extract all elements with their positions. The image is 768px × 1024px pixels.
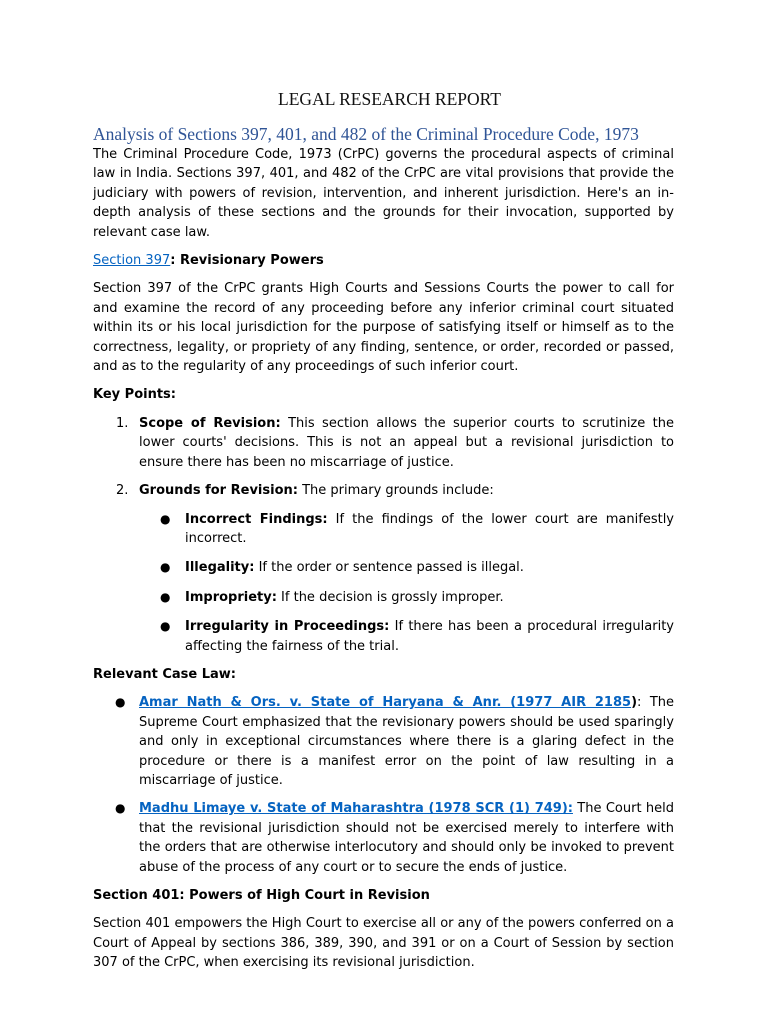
bullet-icon: ●: [160, 560, 171, 575]
bullet-icon: ●: [115, 801, 126, 816]
case-link-madhu-limaye[interactable]: Madhu Limaye v. State of Maharashtra (1978 SCR (1) 749):: [139, 801, 573, 817]
key-point-label: Grounds for Revision:: [139, 483, 298, 499]
ground-item: [139, 588, 674, 607]
case-law-label: Relevant Case Law:: [93, 666, 236, 682]
ground-item: [139, 510, 674, 549]
document-body: [93, 145, 674, 982]
case-text: The Court held that the revisional jurisdiction should not be exercised merely to interfere with the orders that are otherwise interlocutory and should only be invoked to prevent abuse of the process of any court or to secure the ends of justice.: [139, 801, 674, 875]
ground-label: Irregularity in Proceedings:: [185, 619, 390, 635]
ground-item: [139, 558, 674, 577]
bullet-icon: ●: [160, 619, 171, 634]
bullet-icon: ●: [115, 695, 126, 710]
section-397-link[interactable]: Section 397: [93, 253, 171, 269]
section-397-heading: [93, 251, 674, 270]
ground-text: If the order or sentence passed is illegal.: [254, 560, 524, 576]
section-397-body: Section 397 of the CrPC grants High Courts and Sessions Courts the power to call for and examine the record of any proceeding before any inferior criminal court situated within its or his local jurisdiction for the purpose of satisfying itself or himself as to the correctness, legality, or propriety of any finding, sentence, or order, recorded or passed, and as to the regularity of any proceedings of such inferior court.: [93, 281, 674, 375]
ground-text: If the findings of the lower court are manifestly incorrect.: [185, 511, 674, 546]
key-point-item: [93, 414, 674, 472]
key-points-list: [93, 414, 674, 656]
report-title: LEGAL RESEARCH REPORT: [278, 89, 501, 109]
grounds-list: [139, 510, 674, 656]
key-point-text: This section allows the superior courts to scrutinize the lower courts' decisions. This is not an appeal but a revisional jurisdiction to ensure there has been no miscarriage of justice.: [139, 415, 674, 470]
section-397-heading-text: : Revisionary Powers: [170, 253, 324, 269]
section-401-heading: Section 401: Powers of High Court in Revision: [93, 888, 430, 903]
list-number: 2.: [116, 483, 129, 499]
bullet-icon: ●: [160, 511, 171, 526]
key-point-label: Scope of Revision:: [139, 415, 281, 431]
case-text: : The Supreme Court emphasized that the revisionary powers should be used sparingly and only in exceptional circumstances where there is a glaring defect in the procedure or there is a manifest error on the point of law resulting in a miscarriage of justice.: [139, 695, 675, 788]
ground-text: If there has been a procedural irregularity affecting the fairness of the trial.: [185, 619, 674, 654]
case-law-list: [93, 693, 674, 877]
ground-label: Incorrect Findings:: [185, 511, 328, 527]
section-401-body: Section 401 empowers the High Court to exercise all or any of the powers conferred on a Court of Appeal by sections 386, 389, 390, and 391 or on a Court of Session by section 307 of the CrPC, when exercising its revisional jurisdiction.: [93, 916, 674, 971]
case-link-amar-nath[interactable]: Amar Nath & Ors. v. State of Haryana & Anr. (1977 AIR 2185: [139, 695, 632, 711]
key-point-item: [93, 481, 674, 656]
case-item: [93, 799, 674, 877]
report-subtitle: Analysis of Sections 397, 401, and 482 of the Criminal Procedure Code, 1973: [93, 124, 639, 144]
ground-label: Impropriety:: [185, 589, 277, 605]
case-link-tail: ): [631, 695, 638, 711]
bullet-icon: ●: [160, 589, 171, 604]
intro-paragraph: The Criminal Procedure Code, 1973 (CrPC) governs the procedural aspects of criminal law in India. Sections 397, 401, and 482 of the CrPC are vital provisions that provide the judiciary with powers of revision, intervention, and inherent jurisdiction. Here's an in-depth analysis of these sections and the grounds for their invocation, supported by relevant case law.: [93, 147, 674, 240]
case-item: [93, 693, 674, 790]
list-number: 1.: [116, 415, 129, 431]
ground-label: Illegality:: [185, 560, 255, 576]
ground-item: [139, 617, 674, 656]
key-points-label: Key Points:: [93, 387, 176, 403]
key-point-text: The primary grounds include:: [297, 483, 494, 499]
ground-text: If the decision is grossly improper.: [276, 589, 504, 605]
